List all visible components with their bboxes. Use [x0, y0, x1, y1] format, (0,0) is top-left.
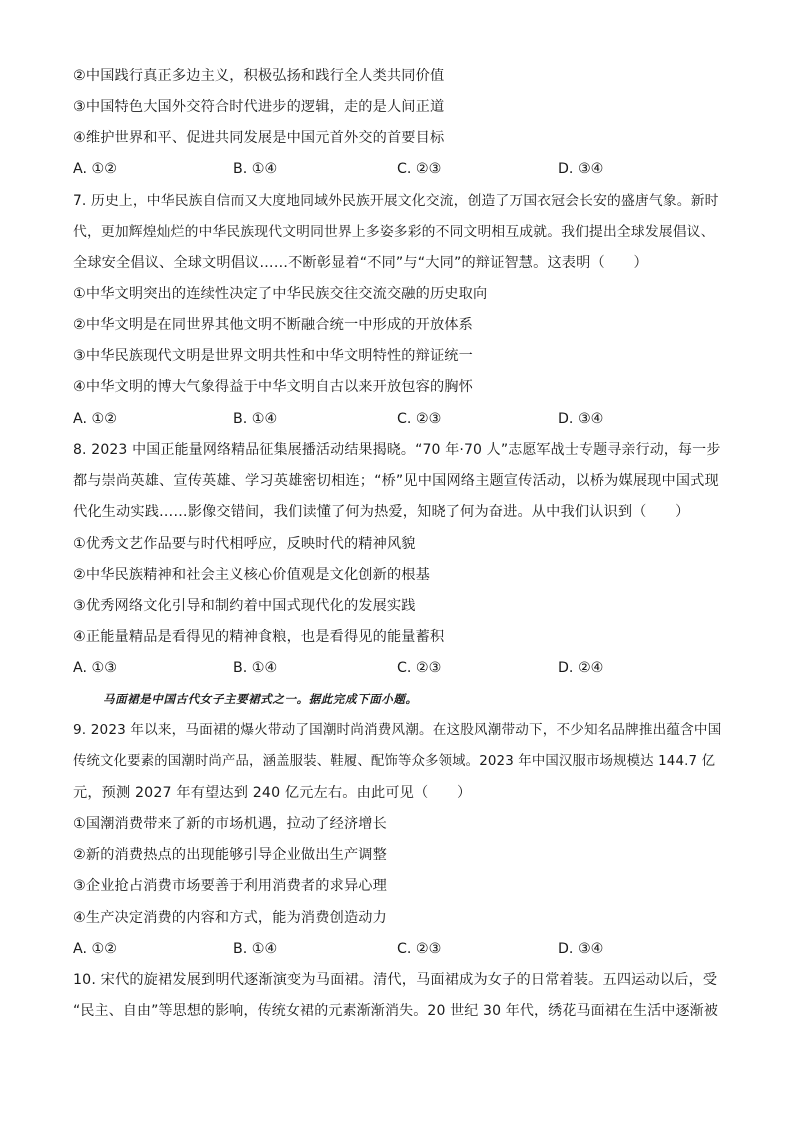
q8-statement-1: ①优秀文艺作品要与时代相呼应，反映时代的精神风貌: [73, 536, 416, 552]
q6-option-a: A. ①②: [73, 161, 117, 177]
q7-statement-4: ④中华文明的博大气象得益于中华文明自古以来开放包容的胸怀: [73, 379, 473, 395]
q6-option-b: B. ①④: [233, 161, 278, 177]
q6-option-c: C. ②③: [397, 161, 442, 177]
q6-statement-2: ②中国践行真正多边主义，积极弘扬和践行全人类共同价值: [73, 68, 445, 84]
q6-statement-4: ④维护世界和平、促进共同发展是中国元首外交的首要目标: [73, 130, 445, 146]
q7-statement-1: ①中华文明突出的连续性决定了中华民族交往交流交融的历史取向: [73, 286, 488, 302]
q6-options: [73, 159, 723, 179]
q9-option-d: D. ③④: [558, 941, 604, 957]
q7-stem-line-2: 代，更加辉煌灿烂的中华民族现代文明同世界上多姿多彩的不同文明相互成就。我们提出全球发展倡议、: [73, 224, 715, 240]
q8-stem-line-3: 代化生动实践……影像交错间，我们读懂了何为热爱，知晓了何为奋进。从中我们认识到（ ）: [73, 504, 690, 520]
q7-option-d: D. ③④: [558, 411, 604, 427]
q8-stem-line-1: 8. 2023 中国正能量网络精品征集展播活动结果揭晓。“70 年·70 人”志愿军战士专题寻亲行动，每一步: [73, 442, 721, 458]
q8-statement-4: ④正能量精品是看得见的精神食粮，也是看得见的能量蓄积: [73, 629, 445, 645]
q7-option-b: B. ①④: [233, 411, 278, 427]
q8-option-b: B. ①④: [233, 660, 278, 676]
q9-options: [73, 939, 723, 959]
q8-option-d: D. ②④: [558, 660, 604, 676]
q8-option-c: C. ②③: [397, 660, 442, 676]
q6-statement-3: ③中国特色大国外交符合时代进步的逻辑，走的是人间正道: [73, 99, 445, 115]
q9-statement-1: ①国潮消费带来了新的市场机遇，拉动了经济增长: [73, 816, 387, 832]
q8-stem-line-2: 都与崇尚英雄、宣传英雄、学习英雄密切相连；“桥”见中国网络主题宣传活动，以桥为媒展现中国式现: [73, 473, 719, 489]
q9-statement-4: ④生产决定消费的内容和方式，能为消费创造动力: [73, 910, 387, 926]
q7-stem-line-3: 全球安全倡议、全球文明倡议……不断彰显着“不同”与“大同”的辩证智慧。这表明（ ）: [73, 255, 648, 271]
q7-option-a: A. ①②: [73, 411, 117, 427]
q8-statement-2: ②中华民族精神和社会主义核心价值观是文化创新的根基: [73, 567, 430, 583]
q6-option-d: D. ③④: [558, 161, 604, 177]
q7-option-c: C. ②③: [397, 411, 442, 427]
q9-statement-2: ②新的消费热点的出现能够引导企业做出生产调整: [73, 847, 387, 863]
q8-options: [73, 658, 723, 678]
q9-stem-line-3: 元，预测 2027 年有望达到 240 亿元左右。由此可见（ ）: [73, 785, 472, 801]
q9-stem-line-1: 9. 2023 年以来，马面裙的爆火带动了国潮时尚消费风潮。在这股风潮带动下，不少知名品牌推出蕴含中国: [73, 722, 722, 738]
q7-statement-2: ②中华文明是在同世界其他文明不断融合统一中形成的开放体系: [73, 317, 473, 333]
q7-statement-3: ③中华民族现代文明是世界文明共性和中华文明特性的辩证统一: [73, 348, 473, 364]
q9-stem-line-2: 传统文化要素的国潮时尚产品，涵盖服装、鞋履、配饰等众多领域。2023 年中国汉服市场规模达 144.7 亿: [73, 754, 716, 769]
q9-option-a: A. ①②: [73, 941, 117, 957]
material-intro: 马面裙是中国古代女子主要裙式之一。据此完成下面小题。: [103, 692, 418, 706]
q9-option-b: B. ①④: [233, 941, 278, 957]
q9-statement-3: ③企业抢占消费市场要善于利用消费者的求异心理: [73, 878, 387, 894]
q8-option-a: A. ①③: [73, 660, 117, 676]
q10-stem-line-2: “民主、自由”等思想的影响，传统女裙的元素渐渐消失。20 世纪 30 年代，绣花马面裙在生活中逐渐被: [73, 1003, 718, 1019]
q7-options: [73, 409, 723, 429]
q7-stem-line-1: 7. 历史上，中华民族自信而又大度地同域外民族开展文化交流，创造了万国衣冠会长安的盛唐气象。新时: [73, 193, 719, 209]
q8-statement-3: ③优秀网络文化引导和制约着中国式现代化的发展实践: [73, 598, 416, 614]
q9-option-c: C. ②③: [397, 941, 442, 957]
q10-stem-line-1: 10. 宋代的旋裙发展到明代逐渐演变为马面裙。清代，马面裙成为女子的日常着装。五四运动以后，受: [73, 972, 718, 988]
